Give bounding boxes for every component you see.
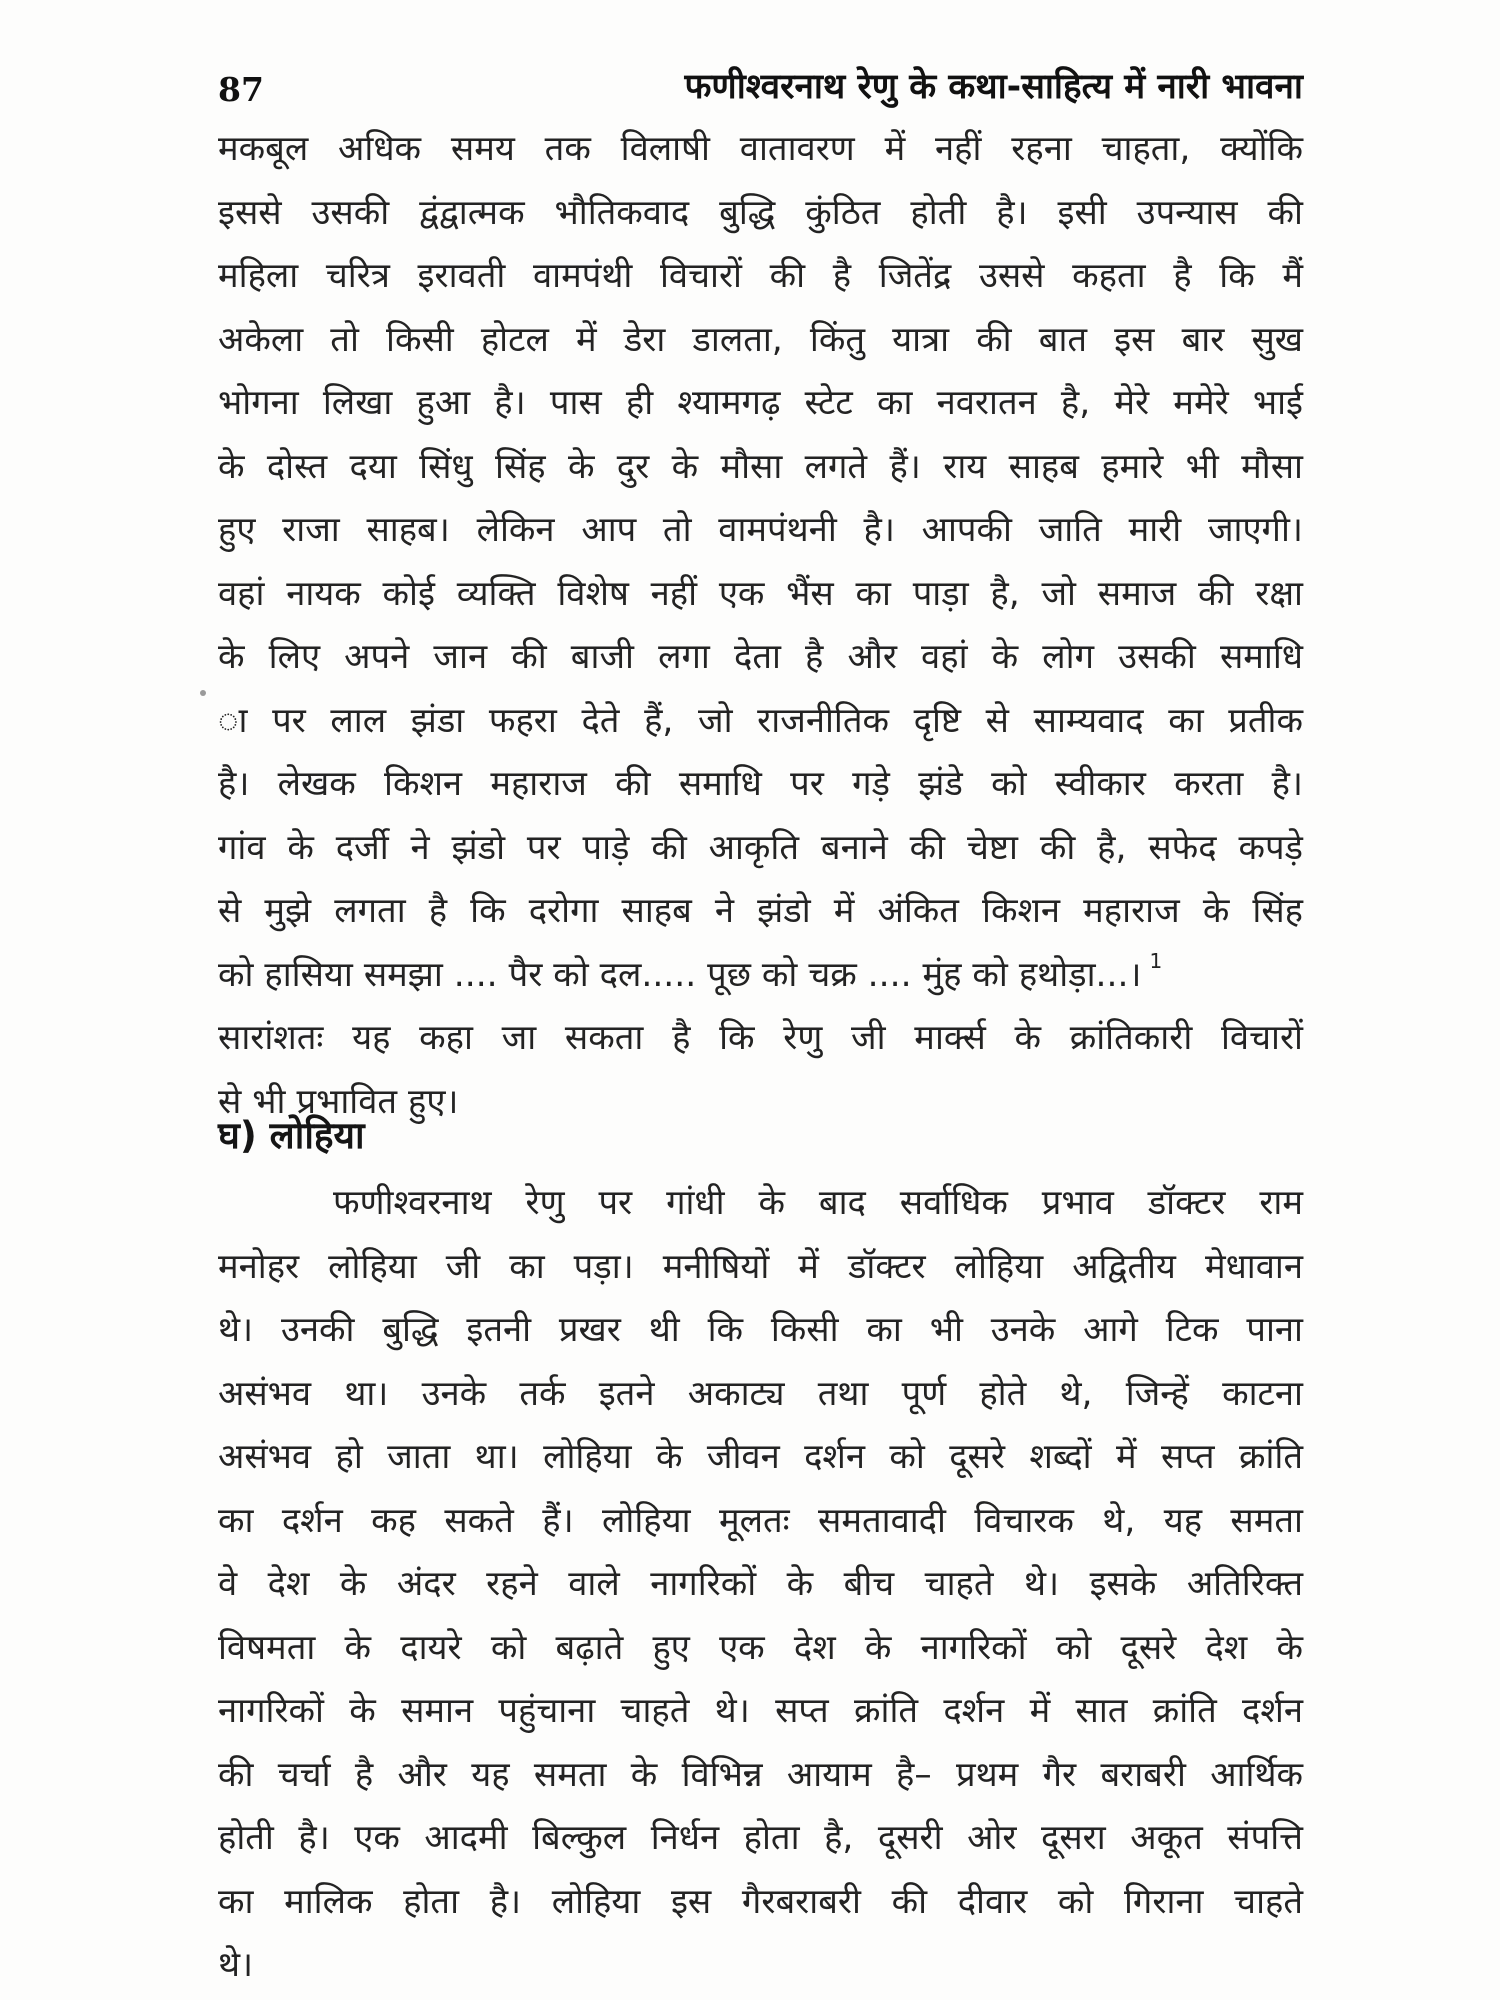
- text-line: वहां नायक कोई व्यक्ति विशेष नहीं एक भैंस का पाड़ा है, जो समाज की रक्षा: [218, 573, 1303, 614]
- text-line: के दोस्त दया सिंधु सिंह के दुर के मौसा लगते हैं। राय साहब हमारे भी मौसा: [218, 446, 1303, 487]
- page-number: 87: [218, 70, 264, 109]
- paragraph-marx-influence: [218, 118, 1303, 1134]
- text-line: थे। उनकी बुद्धि इतनी प्रखर थी कि किसी का भी उनके आगे टिक पाना: [218, 1310, 1303, 1350]
- text-line: मकबूल अधिक समय तक विलाषी वातावरण में नहीं रहना चाहता, क्योंकि: [218, 129, 1303, 169]
- text-line: ा पर लाल झंडा फहरा देते हैं, जो राजनीतिक दृष्टि से साम्यवाद का प्रतीक: [218, 700, 1303, 741]
- section-heading: घ) लोहिया: [218, 1114, 365, 1157]
- text-line: को हासिया समझा .... पैर को दल..... पूछ को चक्र .... मुंह को हथोड़ा...।: [218, 954, 1142, 995]
- text-line-with-footnote: [218, 944, 1303, 1008]
- text-line: असंभव था। उनके तर्क इतने अकाट्य तथा पूर्ण होते थे, जिन्हें काटना: [218, 1373, 1303, 1414]
- paragraph-lohia: [218, 1172, 1303, 1998]
- text-line: मनोहर लोहिया जी का पड़ा। मनीषियों में डॉक्टर लोहिया अद्वितीय मेधावान: [218, 1246, 1303, 1287]
- page-header: [218, 62, 1303, 122]
- text-line: भोगना लिखा हुआ है। पास ही श्यामगढ़ स्टेट का नवरातन है, मेरे ममेरे भाई: [218, 383, 1303, 423]
- text-line: गांव के दर्जी ने झंडो पर पाड़े की आकृति बनाने की चेष्टा की है, सफेद कपड़े: [218, 827, 1303, 868]
- text-line: नागरिकों के समान पहुंचाना चाहते थे। सप्त क्रांति दर्शन में सात क्रांति दर्शन: [218, 1691, 1303, 1731]
- margin-mark: [200, 690, 206, 696]
- text-line: होती है। एक आदमी बिल्कुल निर्धन होता है, दूसरी ओर दूसरा अकूत संपत्ति: [218, 1818, 1303, 1858]
- text-line: महिला चरित्र इरावती वामपंथी विचारों की है जितेंद्र उससे कहता है कि मैं: [218, 256, 1303, 296]
- text-line: इससे उसकी द्वंद्वात्मक भौतिकवाद बुद्धि कुंठित होती है। इसी उपन्यास की: [218, 192, 1303, 233]
- text-line: थे।: [218, 1945, 254, 1985]
- running-title: फणीश्वरनाथ रेणु के कथा-साहित्य में नारी भावना: [684, 67, 1303, 107]
- text-line: के लिए अपने जान की बाजी लगा देता है और वहां के लोग उसकी समाधि: [218, 637, 1303, 677]
- text-line: का दर्शन कह सकते हैं। लोहिया मूलतः समतावादी विचारक थे, यह समता: [218, 1500, 1303, 1541]
- text-line: सारांशतः यह कहा जा सकता है कि रेणु जी मार्क्स के क्रांतिकारी विचारों: [218, 1018, 1303, 1058]
- text-line: विषमता के दायरे को बढ़ाते हुए एक देश के नागरिकों को दूसरे देश के: [218, 1627, 1303, 1668]
- text-line: वे देश के अंदर रहने वाले नागरिकों के बीच चाहते थे। इसके अतिरिक्त: [218, 1564, 1303, 1604]
- text-line: हुए राजा साहब। लेकिन आप तो वामपंथनी है। आपकी जाति मारी जाएगी।: [218, 510, 1303, 550]
- text-line: की चर्चा है और यह समता के विभिन्न आयाम है– प्रथम गैर बराबरी आर्थिक: [218, 1754, 1303, 1795]
- text-line: फणीश्वरनाथ रेणु पर गांधी के बाद सर्वाधिक प्रभाव डॉक्टर राम: [333, 1183, 1303, 1223]
- text-line: से मुझे लगता है कि दरोगा साहब ने झंडो में अंकित किशन महाराज के सिंह: [218, 891, 1303, 931]
- footnote-reference: 1: [1149, 948, 1163, 973]
- text-line: का मालिक होता है। लोहिया इस गैरबराबरी की दीवार को गिराना चाहते: [218, 1881, 1303, 1922]
- text-line: असंभव हो जाता था। लोहिया के जीवन दर्शन को दूसरे शब्दों में सप्त क्रांति: [218, 1437, 1303, 1477]
- text-line: अकेला तो किसी होटल में डेरा डालता, किंतु यात्रा की बात इस बार सुख: [218, 319, 1303, 360]
- text-line: है। लेखक किशन महाराज की समाधि पर गड़े झंडे को स्वीकार करता है।: [218, 764, 1303, 804]
- text-line: से भी प्रभावित हुए।: [218, 1081, 459, 1122]
